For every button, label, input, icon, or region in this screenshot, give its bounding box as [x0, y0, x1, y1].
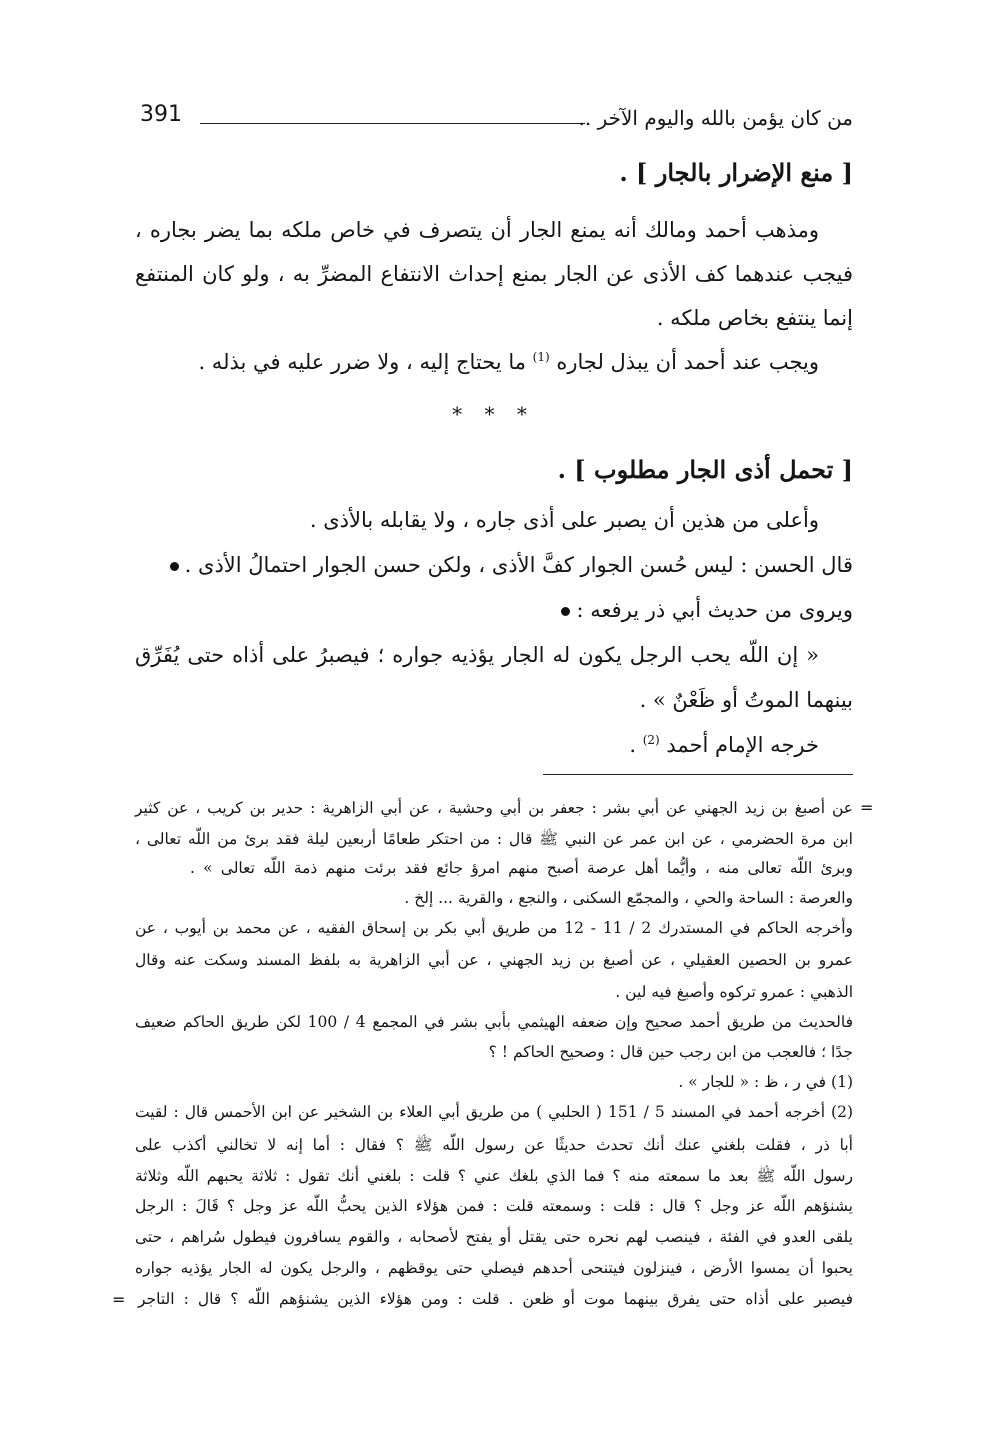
hadith-quote-line-2: بينهما الموتُ أو ظَعْنٌ » . — [639, 688, 853, 712]
section-separator: * * * — [452, 402, 535, 426]
section-2-bullet-2 — [561, 598, 853, 622]
section-1-para-2-text-b: ما يحتاج إليه ، ولا ضرر عليه في بذله . — [198, 350, 526, 374]
footnote-2-line: يشنؤهم اللّه عز وجل ؟ قال : قلت : وسمعته قلت : فمن هؤلاء الذين يحبُّ اللّه عز وجل ؟ قَالَ : الرجل — [135, 1197, 854, 1215]
footnote-line: والعرصة : الساحة والحي ، والمجمّع السكنى ، والنجع ، والقرية ... إلخ . — [404, 889, 853, 907]
footnote-1: (1) في ر ، ظ : « للجار » . — [678, 1073, 853, 1091]
bullet-dot-icon — [561, 607, 570, 616]
bullet-dot-icon — [170, 562, 179, 571]
section-1-para-2 — [198, 350, 819, 374]
hadith-source-end: . — [629, 733, 636, 757]
hadith-source-text: خرجه الإمام أحمد — [666, 733, 819, 757]
bullet-text-1: قال الحسن : ليس حُسن الجوار كفَّ الأذى ، ولكن حسن الجوار احتمالُ الأذى . — [184, 553, 853, 577]
section-1-para-1-line-1: ومذهب أحمد ومالك أنه يمنع الجار أن يتصرف في خاص ملكه بما يضر بجاره ، — [135, 218, 819, 242]
section-1-para-1-line-2: فيجب عندهما كف الأذى عن الجار بمنع إحداث الانتفاع المضرِّ به ، ولو كان المنتفع — [135, 262, 853, 286]
footnote-line: عمرو بن الحصين العقيلي ، عن أصبغ بن زيد الجهني ، عن أبي الزاهرية به بلفظ المسند وسكت عنه وقال — [135, 951, 853, 969]
section-1-para-2-text-a: ويجب عند أحمد أن يبذل لجاره — [556, 350, 819, 374]
footnote-ref-2: (2) — [642, 733, 660, 747]
section-2-bullet-1 — [170, 553, 853, 577]
footnote-line: عن أصبغ بن زيد الجهني عن أبي بشر : جعفر بن أبي وحشية ، عن أبي الزاهرية : حدير بن كريب ، عن كثير — [135, 799, 853, 817]
footnote-line: الذهبي : عمرو تركوه وأصبغ فيه لين . — [615, 983, 853, 1001]
hadith-quote-line-1: « إن اللّه يحب الرجل يكون له الجار يؤذيه جواره ؛ فيصبرُ على أذاه حتى يُفَرِّق — [135, 643, 819, 667]
footnote-ref-1: (1) — [532, 350, 550, 364]
footnote-2-line: أبا ذر ، فقلت بلغني عنك أنك تحدث حديثًا عن رسول اللّه ﷺ ؟ فقال : أما إنه لا تخالني أكذب على — [135, 1136, 853, 1154]
footnote-line: وبرئ اللّه تعالى منه ، وأيُّما أهل عرصة أصبح منهم امرؤ جائع فقد برئت منهم ذمة اللّه تعالى » . — [190, 859, 853, 877]
hadith-source — [629, 733, 819, 757]
footnote-continuation-mark-top: = — [860, 798, 874, 817]
section-2-heading: [ تحمل أذى الجار مطلوب ] . — [557, 455, 853, 484]
footnote-2-line: يحبوا أن يمسوا الأرض ، فينزلون فيتنحى أحدهم فيصلي حتى يوقظهم ، والرجل يكون له الجار يؤذيه جواره — [135, 1259, 853, 1277]
footnote-line: ابن مرة الحضرمي ، عن ابن عمر عن النبي ﷺ قال : من احتكر طعامًا أربعين ليلة فقد برئ من اللّه تعالى ، — [135, 830, 853, 848]
running-head-title: من كان يؤمن بالله واليوم الآخر .. — [578, 106, 853, 130]
running-head-rule — [200, 123, 585, 124]
section-1-heading: [ منع الإضرار بالجار ] . — [619, 158, 853, 187]
page-number: 391 — [140, 102, 182, 127]
footnote-continuation-mark-bottom: = — [112, 1290, 126, 1309]
footnote-2-line: رسول اللّه ﷺ بعد ما سمعته منه ؟ فما الذي بلغك عني ؟ قلت : بلغني أنك تقول : ثلاثة يحبهم اللّه وثلاثة — [135, 1167, 853, 1185]
footnote-2-line: (2) أخرجه أحمد في المسند 5 / 151 ( الحلبي ) من طريق أبي العلاء بن الشخير عن ابن الأحمس قال : لقيت — [135, 1103, 853, 1121]
section-1-para-1-line-3: إنما ينتفع بخاص ملكه . — [656, 306, 853, 330]
footnote-line: فالحديث من طريق أحمد صحيح وإن ضعفه الهيثمي بأبي بشر في المجمع 4 / 100 لكن طريق الحاكم ضعيف — [135, 1013, 854, 1031]
footnote-2-line: يلقى العدو في الفئة ، فينصب لهم نحره حتى يقتل أو يفتح لأصحابه ، والقوم يسافرون فيطول سُراهم ، حتى — [135, 1228, 853, 1246]
footnote-2-line: فيصبر على أذاه حتى يفرق بينهما موت أو ظعن . قلت : ومن هؤلاء الذين يشنؤهم اللّه ؟ قال : التاجر — [138, 1290, 853, 1308]
bullet-text-2: ويروى من حديث أبي ذر يرفعه : — [576, 598, 853, 622]
running-head — [140, 102, 853, 140]
footnote-line: جدًا ؛ فالعجب من ابن رجب حين قال : وصحيح الحاكم ! ؟ — [488, 1043, 853, 1061]
section-2-para-1: وأعلى من هذين أن يصبر على أذى جاره ، ولا يقابله بالأذى . — [309, 508, 819, 532]
footnote-rule — [543, 774, 853, 775]
footnote-line: وأخرجه الحاكم في المستدرك 2 / 11 - 12 من طريق أبي بكر بن إسحاق الفقيه ، عن محمد بن أيوب ، عن — [135, 919, 854, 937]
